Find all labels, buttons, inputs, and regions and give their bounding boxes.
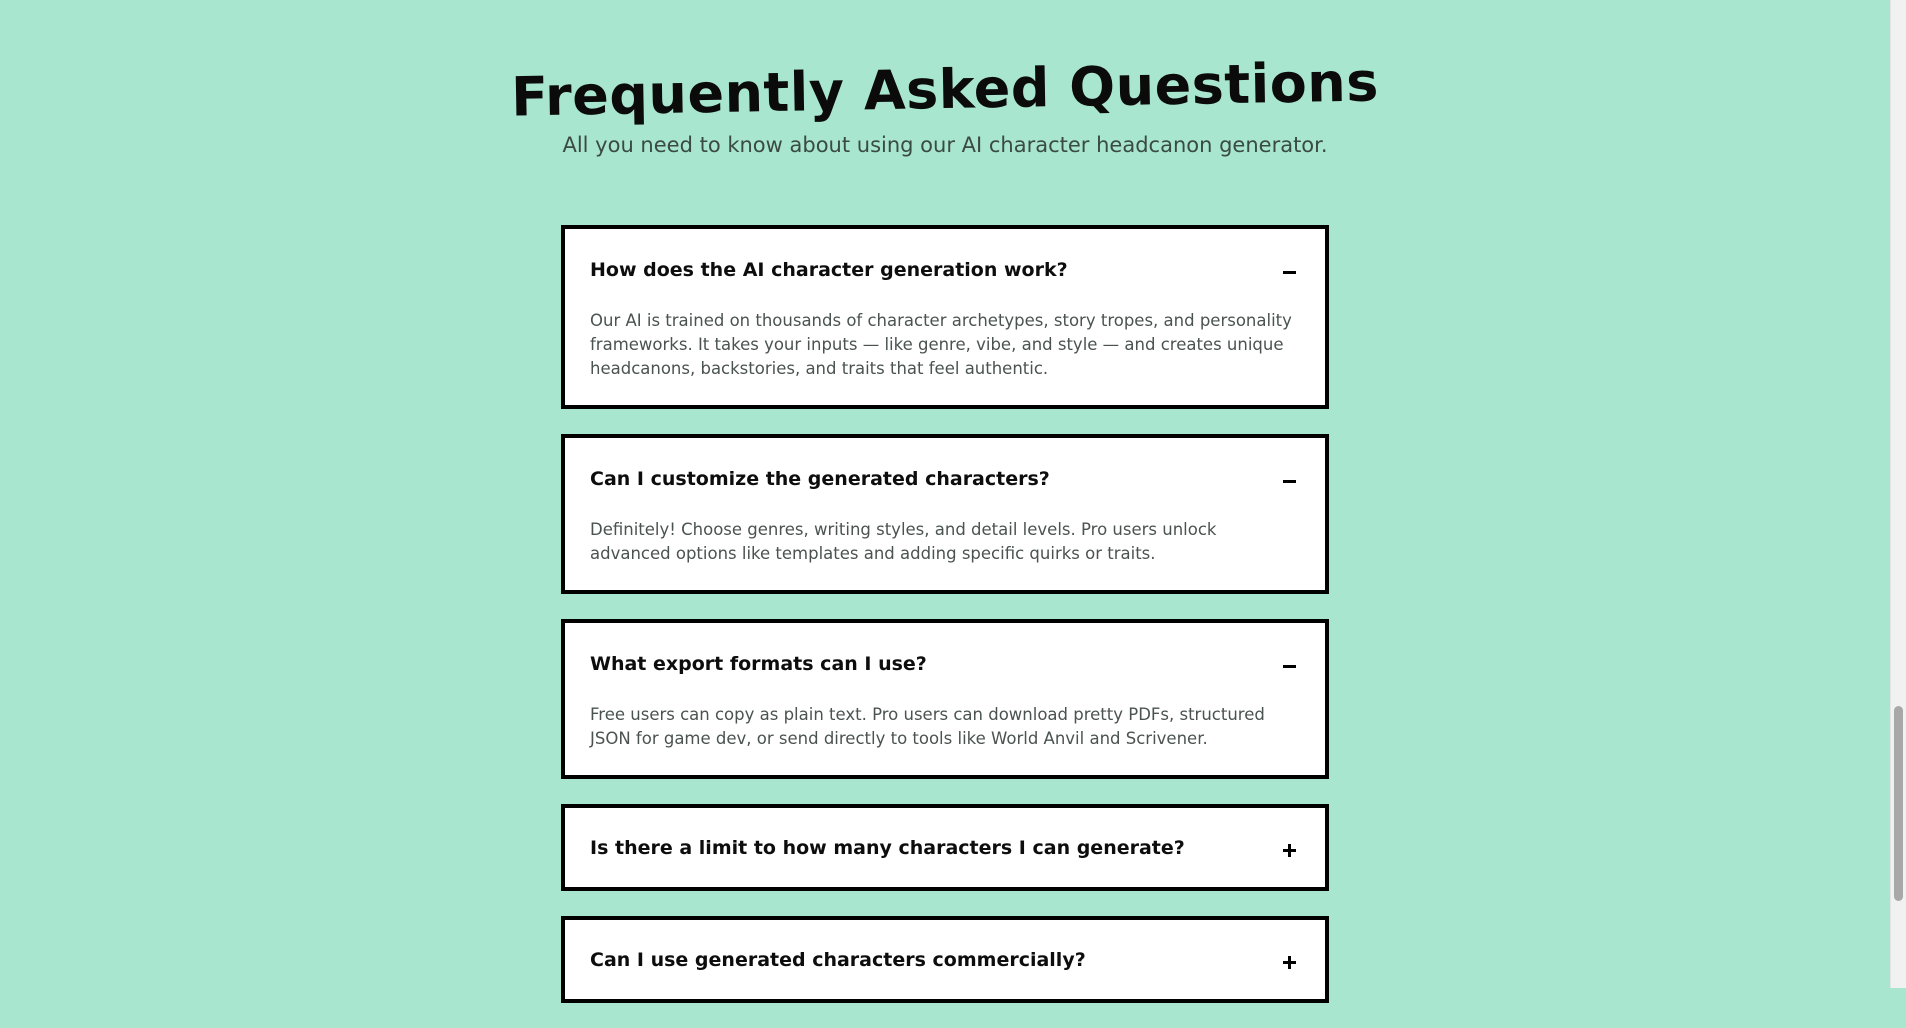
faq-list — [561, 225, 1329, 1028]
faq-question-text: Is there a limit to how many characters I can generate? — [590, 836, 1185, 859]
faq-question-text: Can I use generated characters commercially? — [590, 948, 1086, 971]
minus-icon[interactable] — [1278, 470, 1300, 492]
vertical-scrollbar[interactable] — [1890, 0, 1906, 988]
plus-icon[interactable] — [1278, 951, 1300, 973]
faq-question-button[interactable] — [590, 623, 1300, 705]
faq-item-export-formats — [561, 619, 1329, 779]
faq-question-text: How does the AI character generation work? — [590, 259, 1068, 281]
faq-question-button[interactable] — [590, 438, 1300, 520]
minus-icon[interactable] — [1278, 261, 1300, 283]
faq-answer-text: Definitely! Choose genres, writing styles, and detail levels. Pro users unlock advanced options like templates and adding specific quirks or traits. — [590, 520, 1217, 563]
minus-icon[interactable] — [1278, 655, 1300, 677]
faq-question-text: Can I customize the generated characters? — [590, 468, 1050, 490]
faq-answer-text: Our AI is trained on thousands of character archetypes, story tropes, and personality frameworks. It takes your inputs — like genre, vibe, and style — and creates unique headcanons, backstories, and traits that feel authentic. — [590, 311, 1292, 378]
faq-item-generation-limit — [561, 804, 1329, 891]
faq-header — [0, 50, 1890, 159]
page-subtitle: All you need to know about using our AI character headcanon generator. — [562, 133, 1328, 157]
faq-question-button[interactable] — [590, 920, 1300, 999]
faq-question-text: What export formats can I use? — [590, 653, 927, 675]
scrollbar-thumb[interactable] — [1894, 706, 1903, 901]
faq-question-button[interactable] — [590, 229, 1300, 311]
plus-icon[interactable] — [1278, 839, 1300, 861]
faq-answer-text: Free users can copy as plain text. Pro users can download pretty PDFs, structured JSON for game dev, or send directly to tools like World Anvil and Scrivener. — [590, 705, 1265, 748]
faq-question-button[interactable] — [590, 808, 1300, 887]
faq-item-how-it-works — [561, 225, 1329, 409]
faq-item-commercial-use — [561, 916, 1329, 1003]
page-title: Frequently Asked Questions — [510, 50, 1380, 129]
faq-item-customize — [561, 434, 1329, 594]
